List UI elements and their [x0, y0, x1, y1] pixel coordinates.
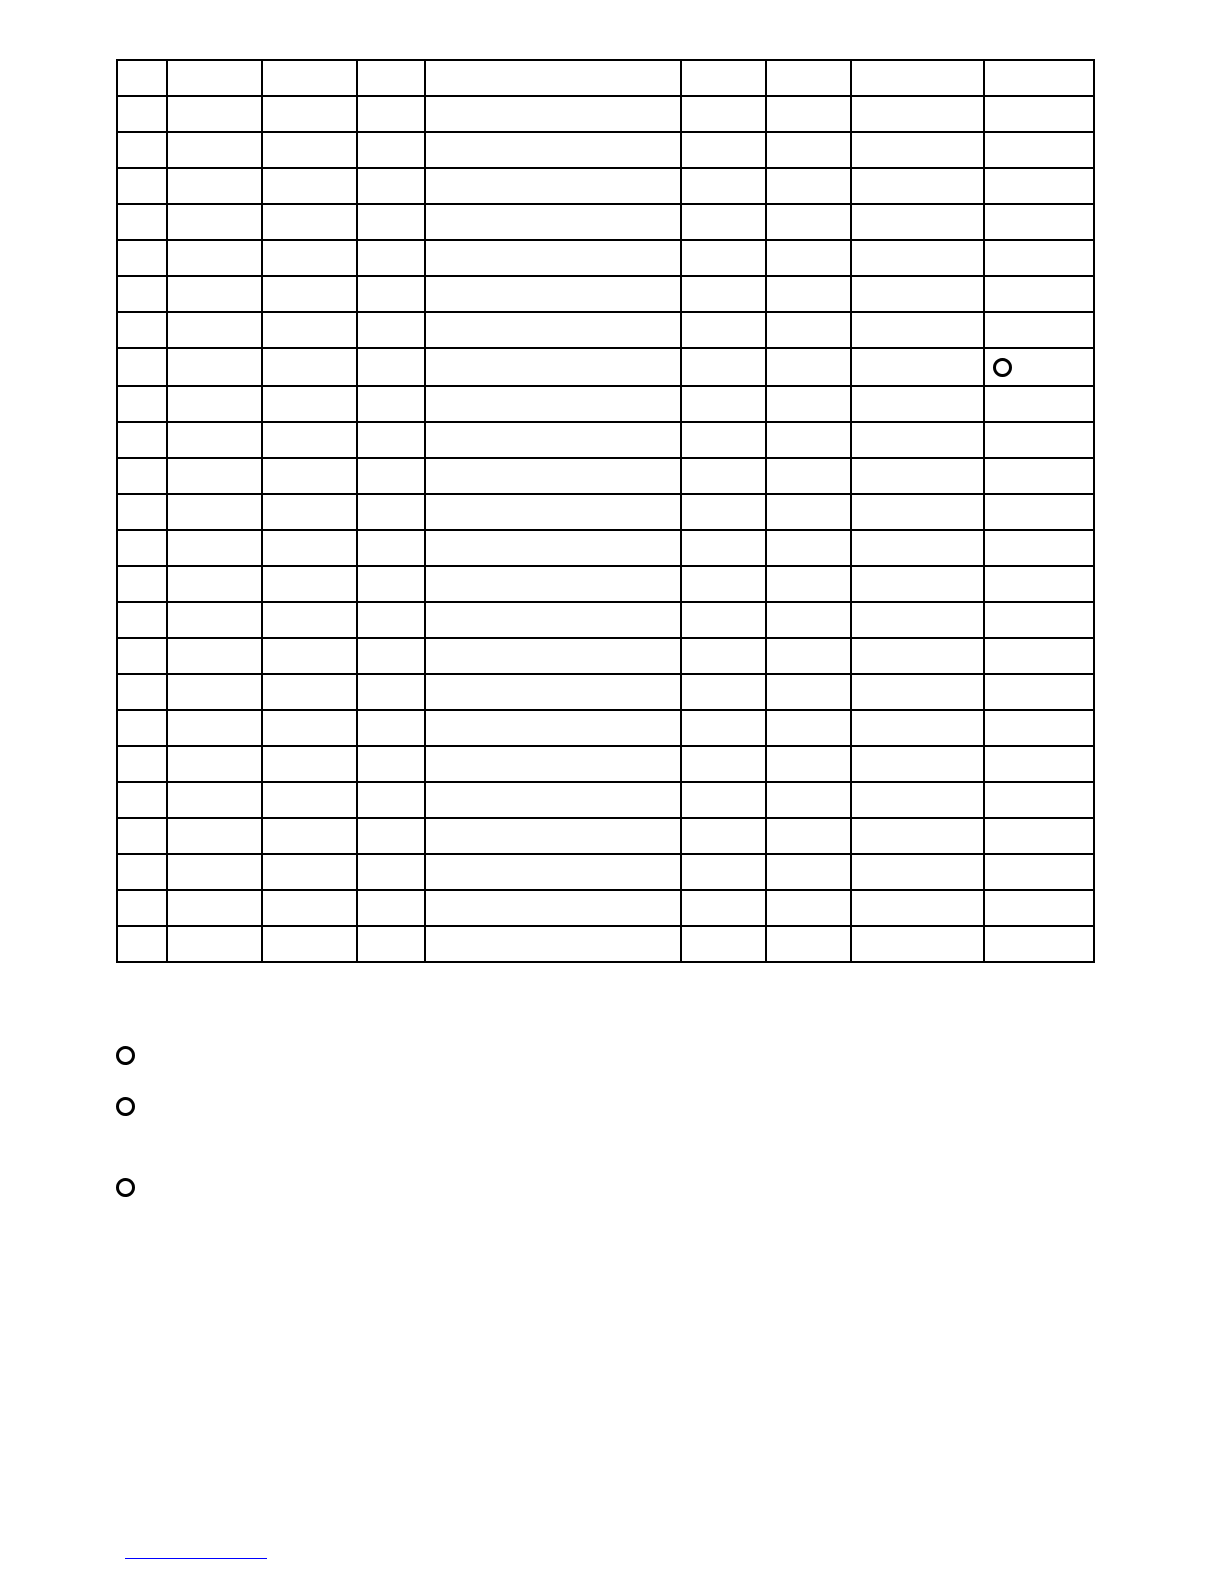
table-cell [681, 818, 766, 854]
table-cell [117, 348, 167, 386]
table-cell [357, 276, 425, 312]
table-cell [262, 458, 357, 494]
table-cell [167, 638, 262, 674]
ring-bullet-icon [116, 1178, 135, 1197]
table-cell [117, 60, 167, 96]
table-cell [167, 818, 262, 854]
table-cell [262, 348, 357, 386]
table-cell [425, 276, 680, 312]
table-cell [851, 638, 984, 674]
table-cell [167, 746, 262, 782]
table-cell [357, 312, 425, 348]
table-cell [167, 710, 262, 746]
table-cell [425, 926, 680, 962]
table-cell [851, 276, 984, 312]
table-cell [262, 638, 357, 674]
table-cell [262, 132, 357, 168]
table-cell [262, 386, 357, 422]
table-cell [984, 854, 1094, 890]
table-cell [357, 710, 425, 746]
table-row [117, 96, 1094, 132]
table-cell [167, 276, 262, 312]
table-cell [167, 890, 262, 926]
table-cell [766, 386, 851, 422]
table-cell [262, 674, 357, 710]
table-cell [357, 530, 425, 566]
table-cell [851, 96, 984, 132]
table-row [117, 710, 1094, 746]
table-cell [117, 240, 167, 276]
table-cell [117, 782, 167, 818]
table-cell [425, 854, 680, 890]
table-cell [357, 674, 425, 710]
table-cell [167, 168, 262, 204]
table-cell [117, 96, 167, 132]
table-cell [167, 566, 262, 602]
table-cell [117, 746, 167, 782]
table-cell [984, 276, 1094, 312]
table-cell [984, 60, 1094, 96]
ring-bullet-icon [116, 1046, 135, 1065]
table-cell [766, 710, 851, 746]
table-cell [167, 782, 262, 818]
table-row [117, 312, 1094, 348]
table-cell [984, 132, 1094, 168]
table-cell [117, 132, 167, 168]
table-cell [984, 710, 1094, 746]
table-row [117, 890, 1094, 926]
table-cell [681, 890, 766, 926]
table-cell [681, 566, 766, 602]
table-cell [984, 494, 1094, 530]
table-cell [167, 458, 262, 494]
ring-bullet-icon [116, 1097, 135, 1116]
table-cell [984, 890, 1094, 926]
table-cell [117, 926, 167, 962]
table-cell [425, 96, 680, 132]
table-cell [425, 602, 680, 638]
table-cell [766, 674, 851, 710]
table-cell [167, 240, 262, 276]
table-cell [117, 494, 167, 530]
table-cell [167, 926, 262, 962]
table-cell [357, 386, 425, 422]
table-cell [262, 168, 357, 204]
table-cell [851, 926, 984, 962]
table-cell [851, 60, 984, 96]
table-cell [766, 240, 851, 276]
table-cell [851, 312, 984, 348]
table-cell [262, 782, 357, 818]
table-cell [357, 494, 425, 530]
table-cell [167, 312, 262, 348]
table-row [117, 60, 1094, 96]
table-cell [766, 348, 851, 386]
table-cell [984, 312, 1094, 348]
table-cell [262, 60, 357, 96]
table-cell [681, 386, 766, 422]
table-row [117, 276, 1094, 312]
table-cell [425, 746, 680, 782]
table-cell [117, 276, 167, 312]
table-cell [851, 818, 984, 854]
table-cell [117, 854, 167, 890]
table-cell [984, 168, 1094, 204]
table-cell [851, 674, 984, 710]
table-cell [984, 674, 1094, 710]
table-row [117, 602, 1094, 638]
table-cell [167, 530, 262, 566]
table-cell [262, 746, 357, 782]
table-row [117, 638, 1094, 674]
table-row [117, 782, 1094, 818]
table-cell [766, 494, 851, 530]
table-cell [851, 566, 984, 602]
table-cell [357, 348, 425, 386]
table-cell [425, 132, 680, 168]
table-cell [117, 386, 167, 422]
table-cell [851, 386, 984, 422]
table-cell [262, 710, 357, 746]
table-cell [681, 602, 766, 638]
table-cell [984, 96, 1094, 132]
table-cell [262, 818, 357, 854]
table-cell [984, 566, 1094, 602]
table-cell [681, 348, 766, 386]
table-cell [984, 746, 1094, 782]
table-cell [851, 530, 984, 566]
table-cell [851, 602, 984, 638]
table-cell [766, 132, 851, 168]
table-cell [681, 422, 766, 458]
table-cell [425, 674, 680, 710]
table-cell [167, 132, 262, 168]
table-cell [984, 602, 1094, 638]
table-cell [357, 638, 425, 674]
table-cell [766, 890, 851, 926]
table-cell [851, 890, 984, 926]
table-cell [357, 60, 425, 96]
table-cell [851, 168, 984, 204]
table-cell [681, 276, 766, 312]
table-cell [851, 132, 984, 168]
table-cell [766, 276, 851, 312]
table-cell [357, 96, 425, 132]
table-cell [984, 422, 1094, 458]
table-cell [766, 926, 851, 962]
table-cell [984, 240, 1094, 276]
table-cell [425, 782, 680, 818]
table-cell [681, 204, 766, 240]
table-cell [425, 890, 680, 926]
table-cell [262, 494, 357, 530]
table-cell [766, 746, 851, 782]
table-cell [357, 782, 425, 818]
table-cell [167, 348, 262, 386]
table-cell [425, 494, 680, 530]
table-cell [117, 204, 167, 240]
table-cell [766, 168, 851, 204]
table-cell [357, 204, 425, 240]
table-row [117, 386, 1094, 422]
table-cell [851, 746, 984, 782]
table-cell [681, 312, 766, 348]
table-cell [262, 602, 357, 638]
table-cell [357, 240, 425, 276]
table-cell [262, 204, 357, 240]
table-cell [425, 566, 680, 602]
table-cell [167, 854, 262, 890]
table-cell [117, 890, 167, 926]
table-cell [262, 240, 357, 276]
table-cell [425, 348, 680, 386]
table-cell [766, 638, 851, 674]
table-cell [766, 458, 851, 494]
table-cell [117, 168, 167, 204]
table-cell [851, 204, 984, 240]
table-cell [262, 276, 357, 312]
table-cell [262, 312, 357, 348]
table-cell [357, 818, 425, 854]
table-row [117, 132, 1094, 168]
table-cell [425, 204, 680, 240]
table-cell [262, 926, 357, 962]
table-cell [681, 638, 766, 674]
table-row [117, 348, 1094, 386]
table-row [117, 566, 1094, 602]
table-row [117, 494, 1094, 530]
table-cell [357, 890, 425, 926]
table-row [117, 818, 1094, 854]
footer-link-underline [125, 1558, 267, 1559]
table-cell [984, 530, 1094, 566]
table-cell [681, 240, 766, 276]
table-row [117, 204, 1094, 240]
table-cell [117, 638, 167, 674]
table-row [117, 674, 1094, 710]
table-cell [117, 674, 167, 710]
table-cell [167, 602, 262, 638]
table-cell [117, 710, 167, 746]
table-cell [681, 132, 766, 168]
table-cell [984, 782, 1094, 818]
table-cell [851, 782, 984, 818]
table-row [117, 240, 1094, 276]
table-row [117, 168, 1094, 204]
table-cell [425, 168, 680, 204]
table-cell [262, 854, 357, 890]
table-cell [681, 494, 766, 530]
table-cell [766, 96, 851, 132]
table-row [117, 458, 1094, 494]
table-cell [681, 674, 766, 710]
table-cell [425, 710, 680, 746]
table-cell [766, 854, 851, 890]
table-cell [766, 422, 851, 458]
table-cell [167, 674, 262, 710]
table-cell [766, 60, 851, 96]
table-cell [357, 422, 425, 458]
table-cell [766, 312, 851, 348]
table-cell [681, 60, 766, 96]
table-cell [262, 530, 357, 566]
table-cell [681, 854, 766, 890]
table-cell [984, 348, 1094, 386]
table-row [117, 746, 1094, 782]
table-cell [425, 818, 680, 854]
table-cell [681, 746, 766, 782]
table-cell [984, 818, 1094, 854]
table-cell [357, 168, 425, 204]
table-cell [167, 386, 262, 422]
data-grid-table [116, 59, 1095, 963]
table-cell [117, 530, 167, 566]
table-cell [357, 458, 425, 494]
table-cell [681, 530, 766, 566]
table-cell [766, 602, 851, 638]
table-cell [851, 854, 984, 890]
table-cell [167, 96, 262, 132]
table-cell [851, 494, 984, 530]
table-cell [425, 386, 680, 422]
table-cell [117, 458, 167, 494]
table-cell [262, 96, 357, 132]
ring-marker-icon [993, 358, 1012, 377]
table-cell [984, 638, 1094, 674]
table-cell [262, 422, 357, 458]
table-cell [357, 566, 425, 602]
table-cell [984, 204, 1094, 240]
table-cell [262, 890, 357, 926]
table-cell [984, 458, 1094, 494]
table-cell [681, 168, 766, 204]
table-cell [167, 494, 262, 530]
table-row [117, 854, 1094, 890]
table-cell [357, 132, 425, 168]
table-cell [984, 386, 1094, 422]
table-cell [357, 926, 425, 962]
table-cell [766, 818, 851, 854]
table-cell [117, 312, 167, 348]
table-cell [357, 746, 425, 782]
table-cell [117, 566, 167, 602]
table-row [117, 926, 1094, 962]
table-cell [766, 530, 851, 566]
table-cell [425, 458, 680, 494]
table-cell [851, 240, 984, 276]
data-grid-body [117, 60, 1094, 962]
table-cell [681, 96, 766, 132]
table-cell [681, 782, 766, 818]
table-cell [167, 422, 262, 458]
table-cell [167, 204, 262, 240]
table-cell [425, 638, 680, 674]
table-cell [984, 926, 1094, 962]
table-cell [681, 710, 766, 746]
table-cell [425, 312, 680, 348]
table-row [117, 422, 1094, 458]
table-cell [851, 710, 984, 746]
table-cell [357, 854, 425, 890]
table-cell [425, 240, 680, 276]
table-cell [425, 60, 680, 96]
table-cell [357, 602, 425, 638]
table-cell [425, 422, 680, 458]
table-cell [766, 782, 851, 818]
table-cell [117, 818, 167, 854]
table-cell [117, 602, 167, 638]
table-row [117, 530, 1094, 566]
table-cell [851, 422, 984, 458]
table-cell [851, 458, 984, 494]
table-cell [766, 204, 851, 240]
table-cell [167, 60, 262, 96]
table-cell [681, 926, 766, 962]
table-cell [681, 458, 766, 494]
table-cell [262, 566, 357, 602]
table-cell [117, 422, 167, 458]
table-cell [851, 348, 984, 386]
table-cell [766, 566, 851, 602]
table-cell [425, 530, 680, 566]
